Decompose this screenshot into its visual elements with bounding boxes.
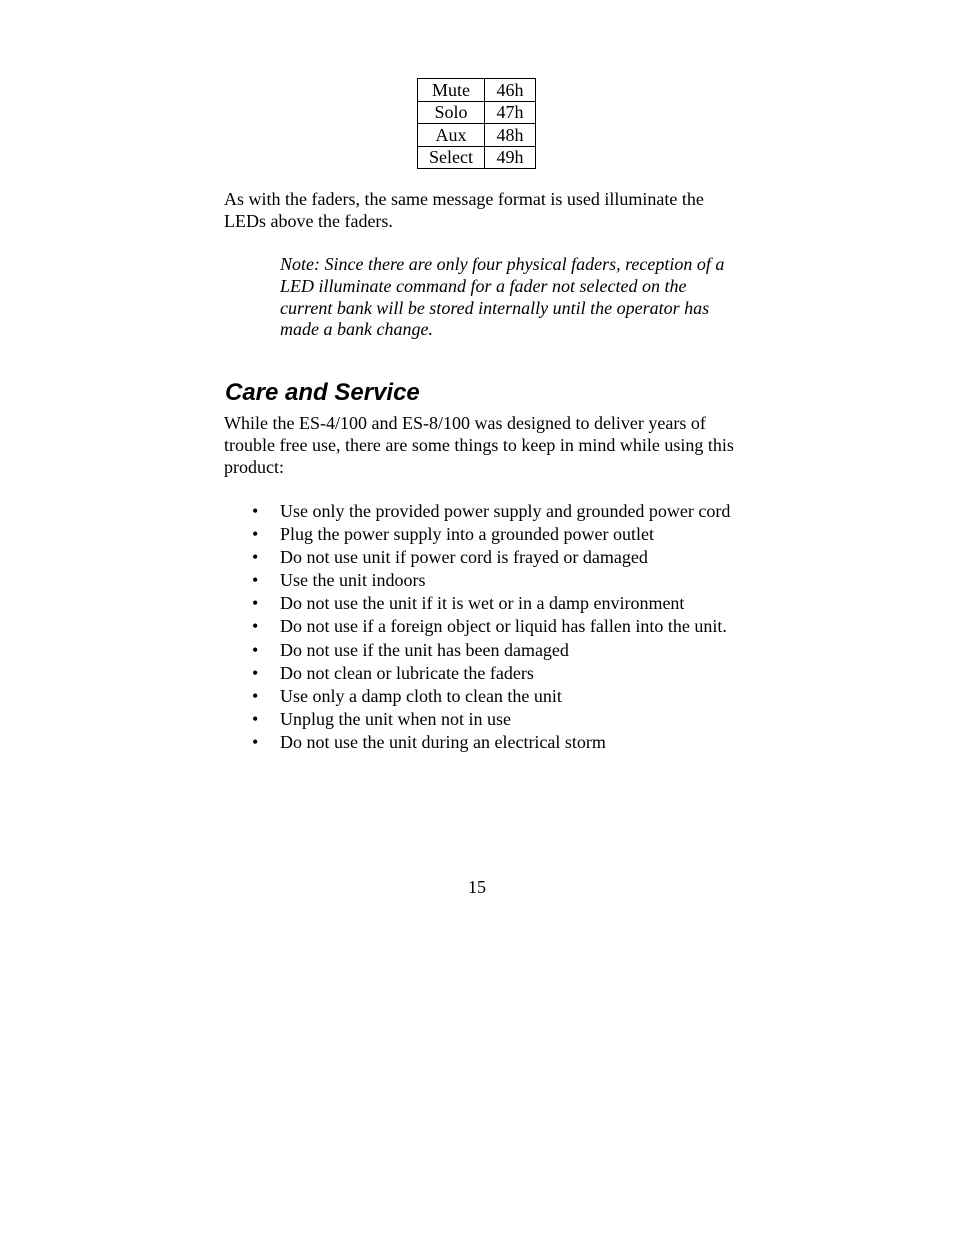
- list-item-text: Do not use if the unit has been damaged: [280, 639, 569, 660]
- bullet-icon: •: [252, 616, 259, 637]
- care-bullet-list: [252, 500, 732, 754]
- faders-paragraph: As with the faders, the same message format is used illuminate the LEDs above the faders.: [224, 189, 704, 231]
- table-cell-code: 47h: [485, 101, 536, 124]
- list-item-text: Do not use the unit if it is wet or in a damp environment: [280, 593, 685, 614]
- list-item: [252, 523, 732, 546]
- table-cell-code: 48h: [485, 124, 536, 147]
- list-item: [252, 708, 732, 731]
- bullet-icon: •: [252, 685, 259, 706]
- list-item: [252, 685, 732, 708]
- table-cell-code: 46h: [485, 79, 536, 102]
- list-item: [252, 569, 732, 592]
- bullet-icon: •: [252, 593, 259, 614]
- bullet-icon: •: [252, 708, 259, 729]
- list-item: [252, 639, 732, 662]
- list-item: [252, 662, 732, 685]
- list-item-text: Do not use if a foreign object or liquid has fallen into the unit.: [280, 616, 727, 637]
- table-row: [418, 124, 536, 147]
- list-item-text: Plug the power supply into a grounded power outlet: [280, 524, 654, 545]
- list-item: [252, 731, 732, 754]
- list-item: [252, 592, 732, 615]
- list-item-text: Use only a damp cloth to clean the unit: [280, 685, 562, 706]
- list-item-text: Do not use the unit during an electrical storm: [280, 731, 606, 752]
- table-cell-name: Mute: [418, 79, 485, 102]
- table-row: [418, 146, 536, 169]
- bullet-icon: •: [252, 524, 259, 545]
- bullet-icon: •: [252, 501, 259, 521]
- table-cell-name: Solo: [418, 101, 485, 124]
- list-item-text: Do not use unit if power cord is frayed or damaged: [280, 547, 648, 568]
- table-cell-code: 49h: [485, 146, 536, 169]
- table-row: [418, 101, 536, 124]
- led-command-table: [417, 78, 536, 169]
- section-heading: Care and Service: [225, 379, 420, 406]
- care-intro-paragraph: While the ES-4/100 and ES-8/100 was designed to deliver years of trouble free use, there are some things to keep in mind while using this product:: [224, 413, 734, 477]
- list-item: [252, 615, 732, 638]
- list-item-text: Use the unit indoors: [280, 570, 426, 591]
- note-paragraph: Note: Since there are only four physical faders, reception of a LED illuminate command for a fader not selected on the current bank will be stored internally until the operator has made a bank change.: [280, 254, 725, 340]
- list-item-text: Unplug the unit when not in use: [280, 708, 511, 729]
- bullet-icon: •: [252, 639, 259, 660]
- list-item-text: Do not clean or lubricate the faders: [280, 662, 534, 683]
- bullet-icon: •: [252, 662, 259, 683]
- page-number: 15: [468, 877, 486, 897]
- list-item: [252, 500, 732, 523]
- table-cell-name: Select: [418, 146, 485, 169]
- table-cell-name: Aux: [418, 124, 485, 147]
- bullet-icon: •: [252, 731, 259, 752]
- list-item: [252, 546, 732, 569]
- table-row: [418, 79, 536, 102]
- bullet-icon: •: [252, 547, 259, 568]
- bullet-icon: •: [252, 570, 259, 591]
- list-item-text: Use only the provided power supply and grounded power cord: [280, 501, 731, 521]
